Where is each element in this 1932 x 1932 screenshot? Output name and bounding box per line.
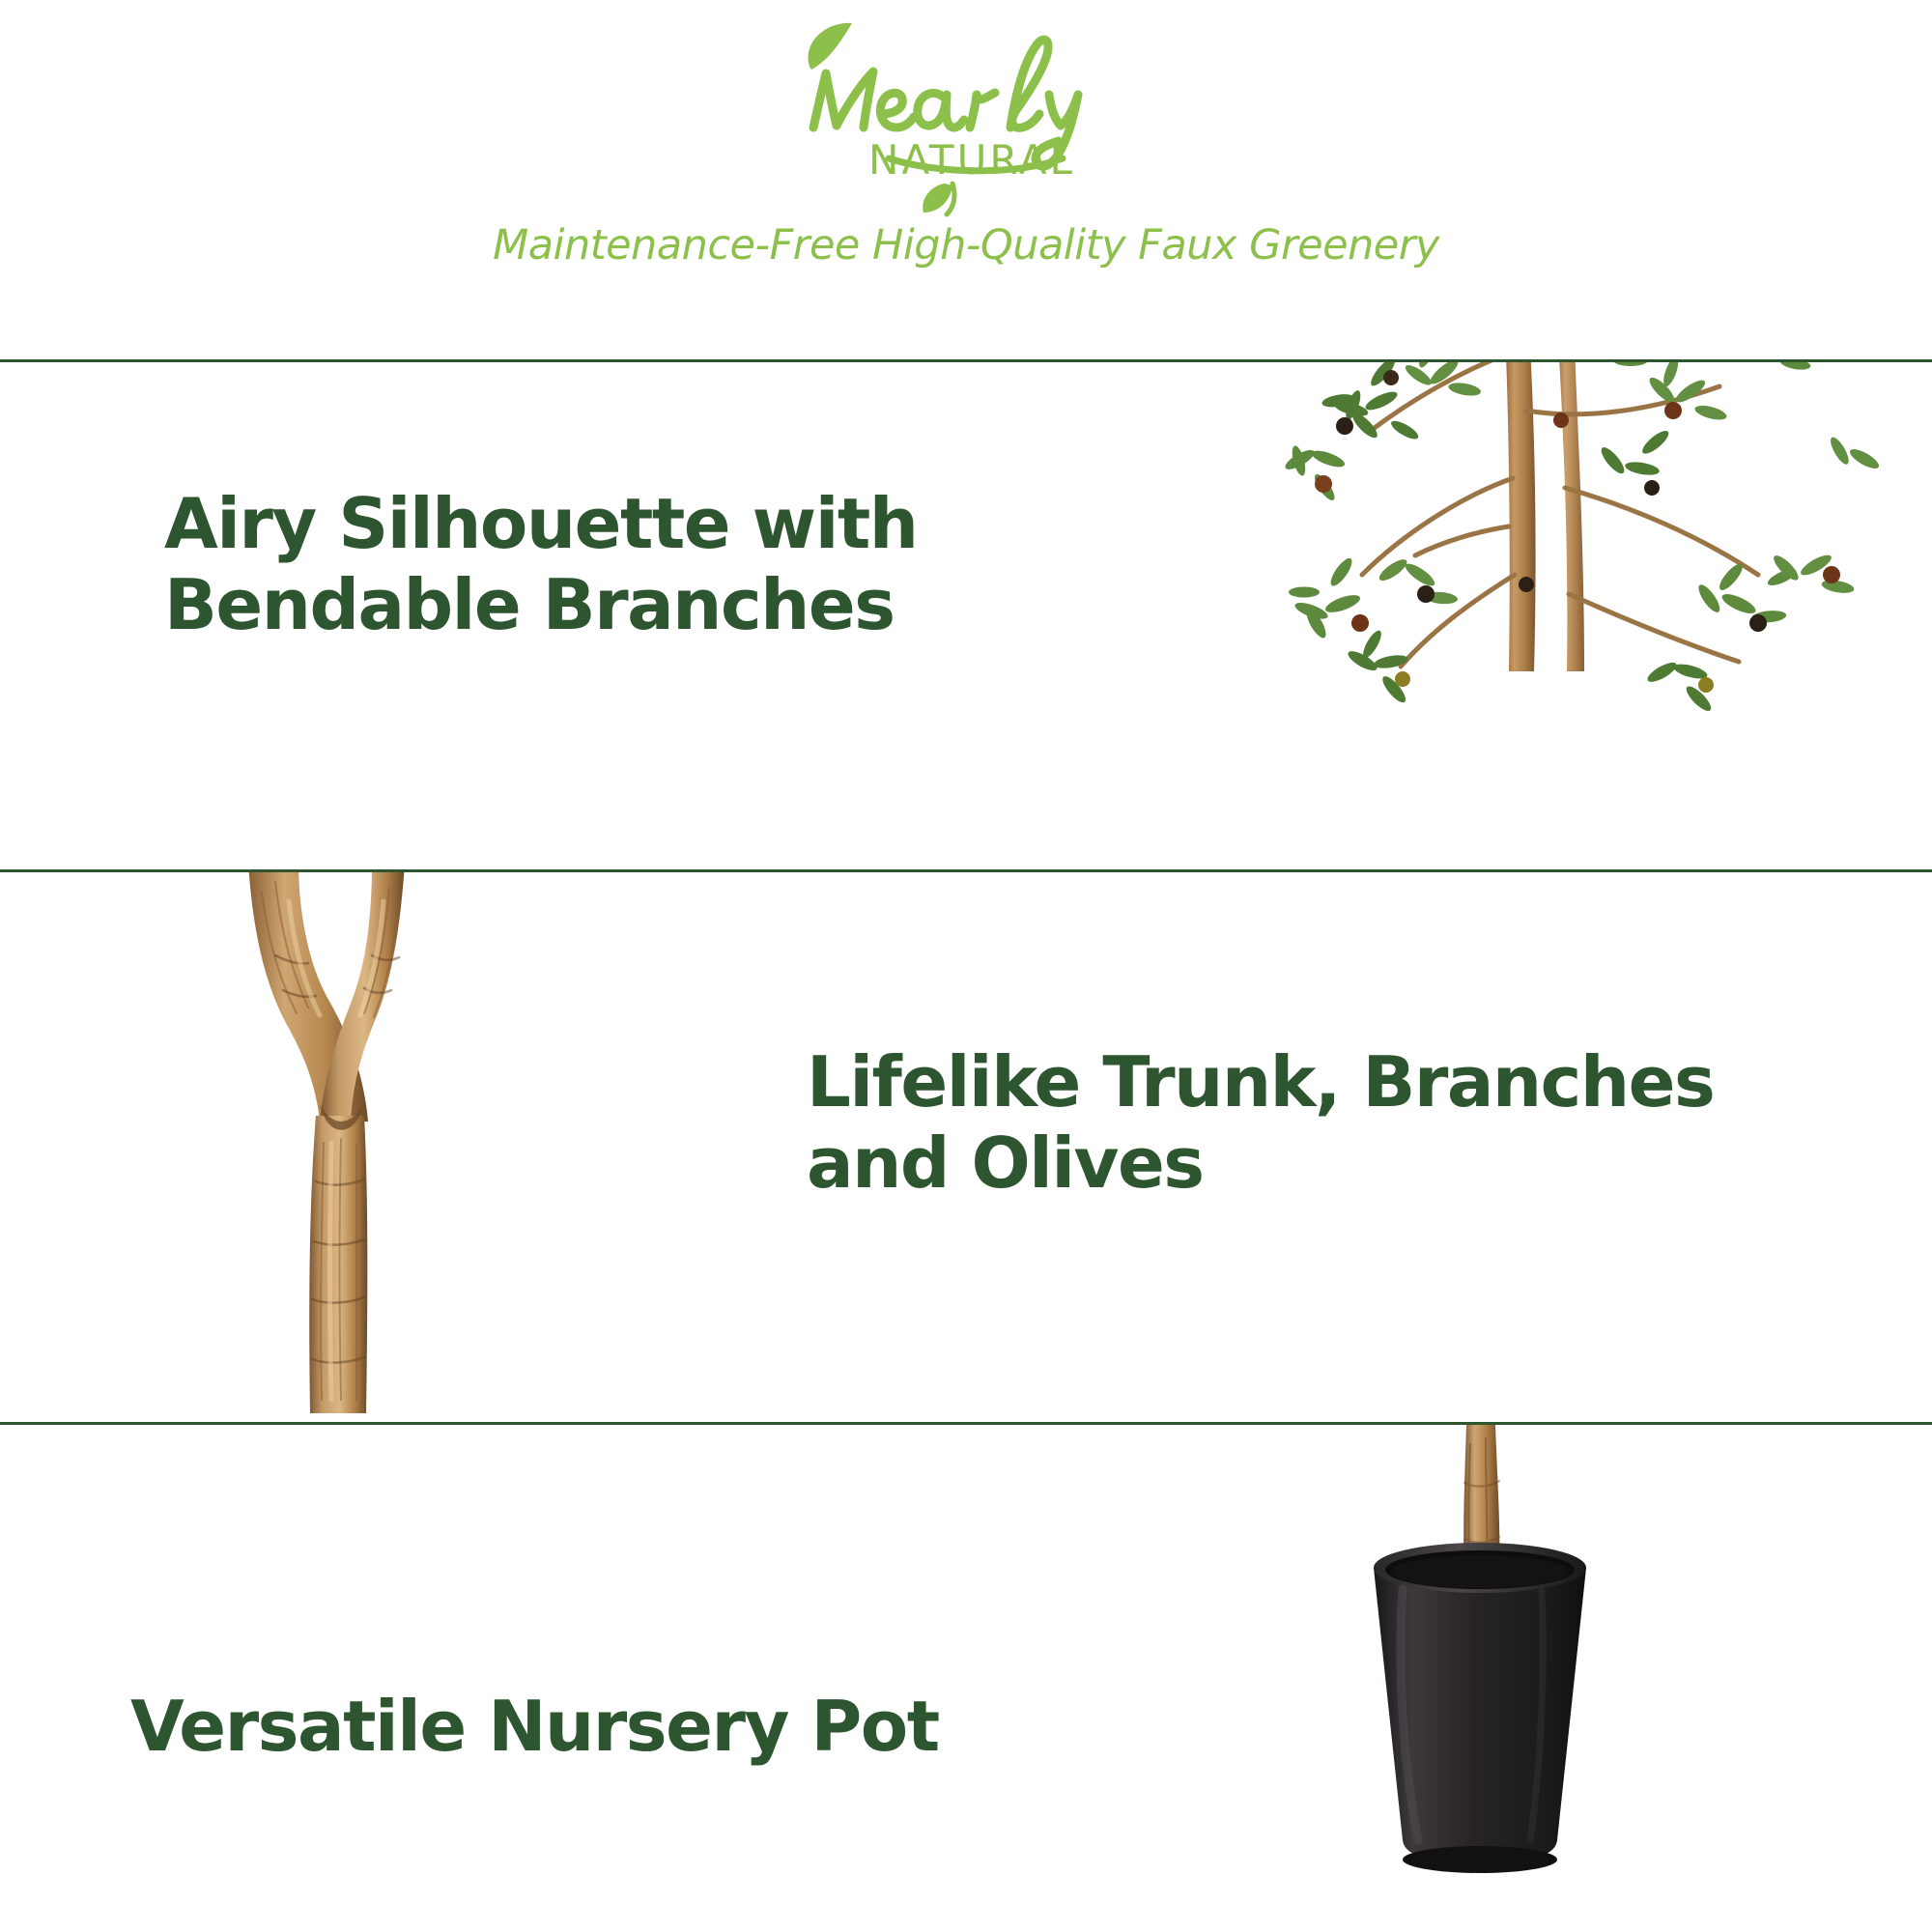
nearly-natural-logo (773, 14, 1159, 221)
header (0, 0, 1932, 359)
feature-title-versatile-pot: Versatile Nursery Pot (130, 1686, 939, 1767)
nursery-pot-photo (1352, 1425, 1758, 1932)
olive-foliage-photo (1236, 362, 1932, 869)
feature-panel-lifelike-trunk (0, 872, 1932, 1422)
feature-panel-airy-silhouette (0, 362, 1932, 869)
trunk-closeup-photo (227, 872, 546, 1422)
brand-tagline: Maintenance-Free High-Quality Faux Greenery (493, 221, 1439, 270)
feature-panel-versatile-pot (0, 1425, 1932, 1932)
svg-text:NATURAL: NATURAL (868, 136, 1075, 184)
feature-title-airy-silhouette: Airy Silhouette with Bendable Branches (164, 483, 918, 646)
feature-title-lifelike-trunk: Lifelike Trunk, Branches and Olives (807, 1041, 1715, 1205)
